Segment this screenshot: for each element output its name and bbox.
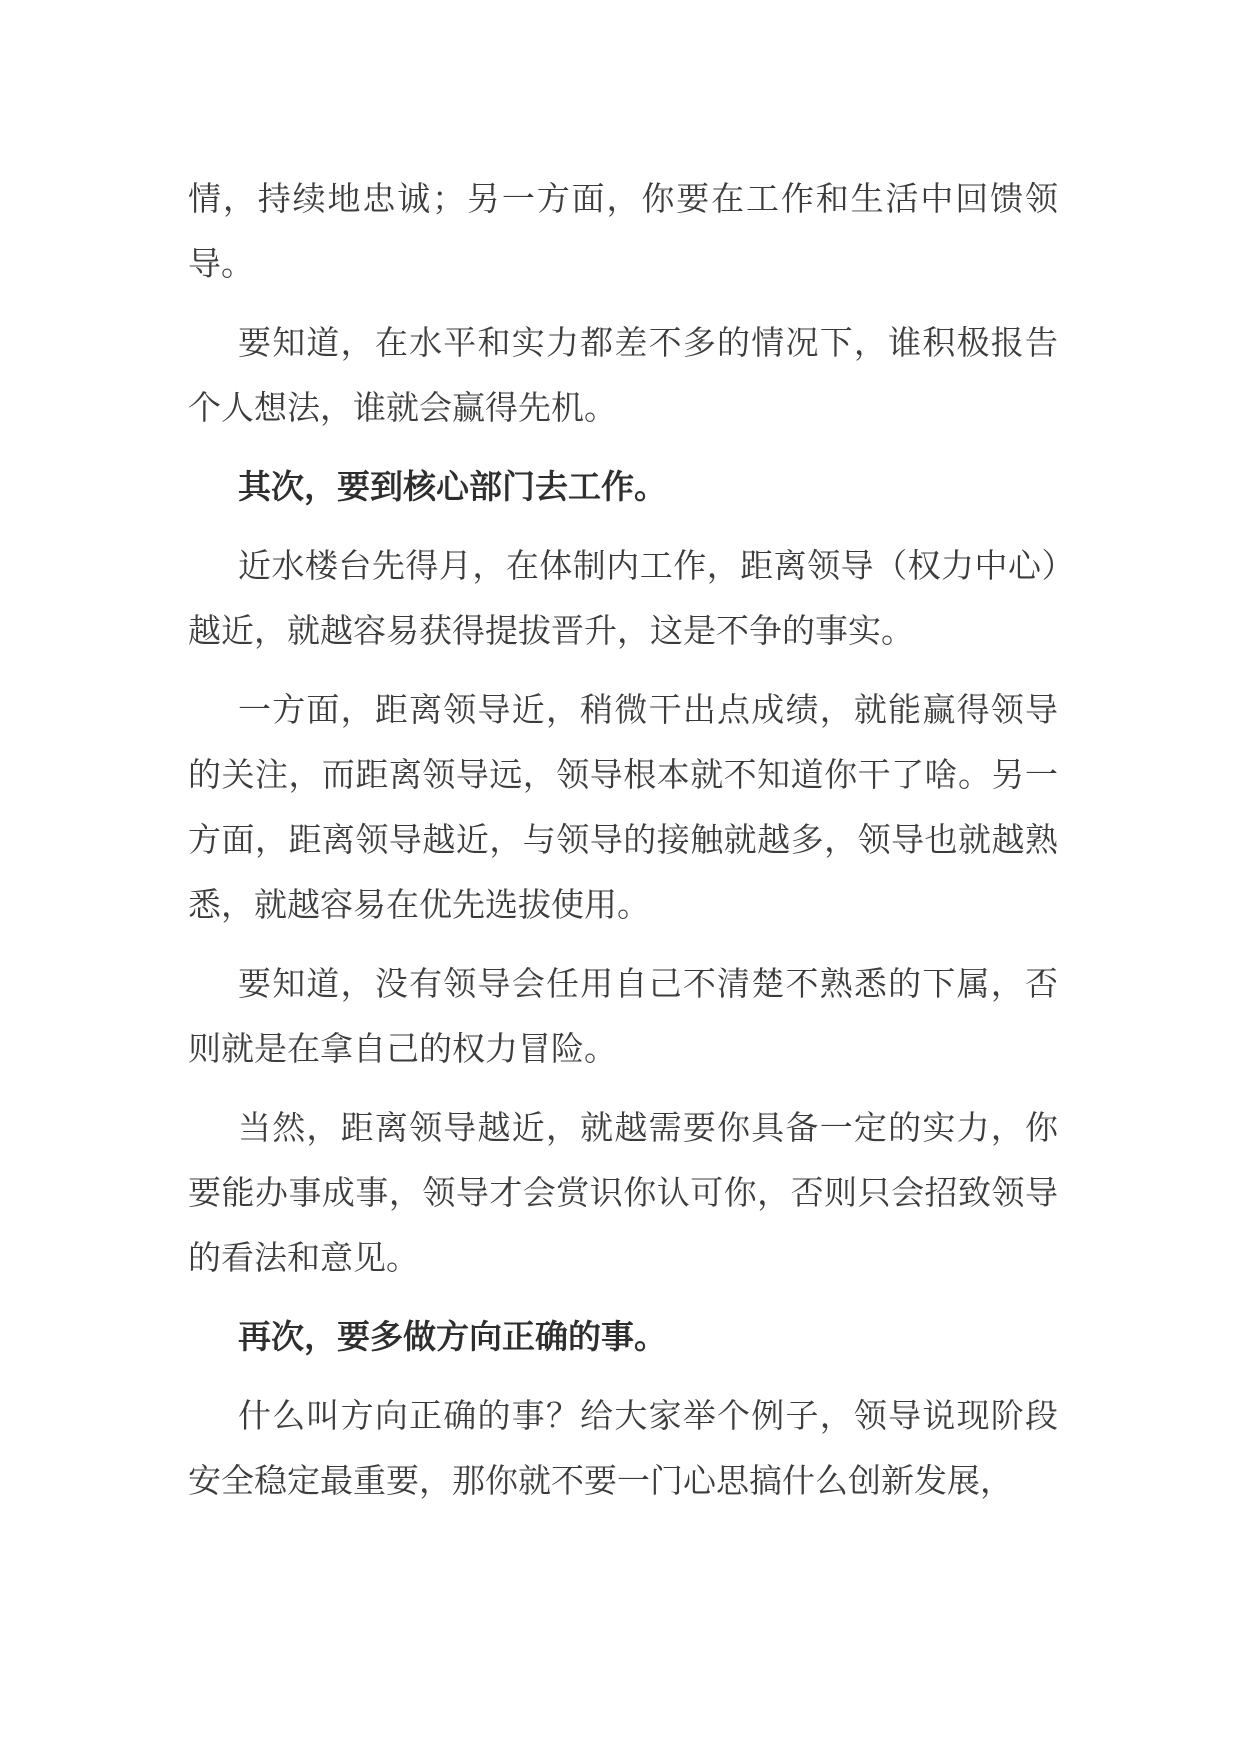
- paragraph: 什么叫方向正确的事？给大家举个例子，领导说现阶段安全稳定最重要，那你就不要一门心思搞什么创新发展，: [188, 1396, 1058, 1500]
- paragraph: 要知道，在水平和实力都差不多的情况下，谁积极报告个人想法，谁就会赢得先机。: [188, 323, 1058, 427]
- paragraph: 一方面，距离领导近，稍微干出点成绩，就能赢得领导的关注，而距离领导远，领导根本就不知道你干了啥。另一方面，距离领导越近，与领导的接触就越多，领导也就越熟悉，就越容易在优先选拔使用。: [188, 690, 1058, 924]
- paragraph: 近水楼台先得月，在体制内工作，距离领导（权力中心）越近，就越容易获得提拔晋升，这是不争的事实。: [188, 546, 1058, 650]
- section-heading: 再次，要多做方向正确的事。: [238, 1317, 667, 1356]
- paragraph: 要知道，没有领导会任用自己不清楚不熟悉的下属，否则就是在拿自己的权力冒险。: [188, 964, 1058, 1068]
- document-body: [188, 166, 1058, 1527]
- paragraph-continuation: 情，持续地忠诚；另一方面，你要在工作和生活中回馈领导。: [188, 179, 1058, 283]
- section-heading: 其次，要到核心部门去工作。: [238, 467, 667, 506]
- paragraph: 当然，距离领导越近，就越需要你具备一定的实力，你要能办事成事，领导才会赏识你认可你，否则只会招致领导的看法和意见。: [188, 1108, 1058, 1277]
